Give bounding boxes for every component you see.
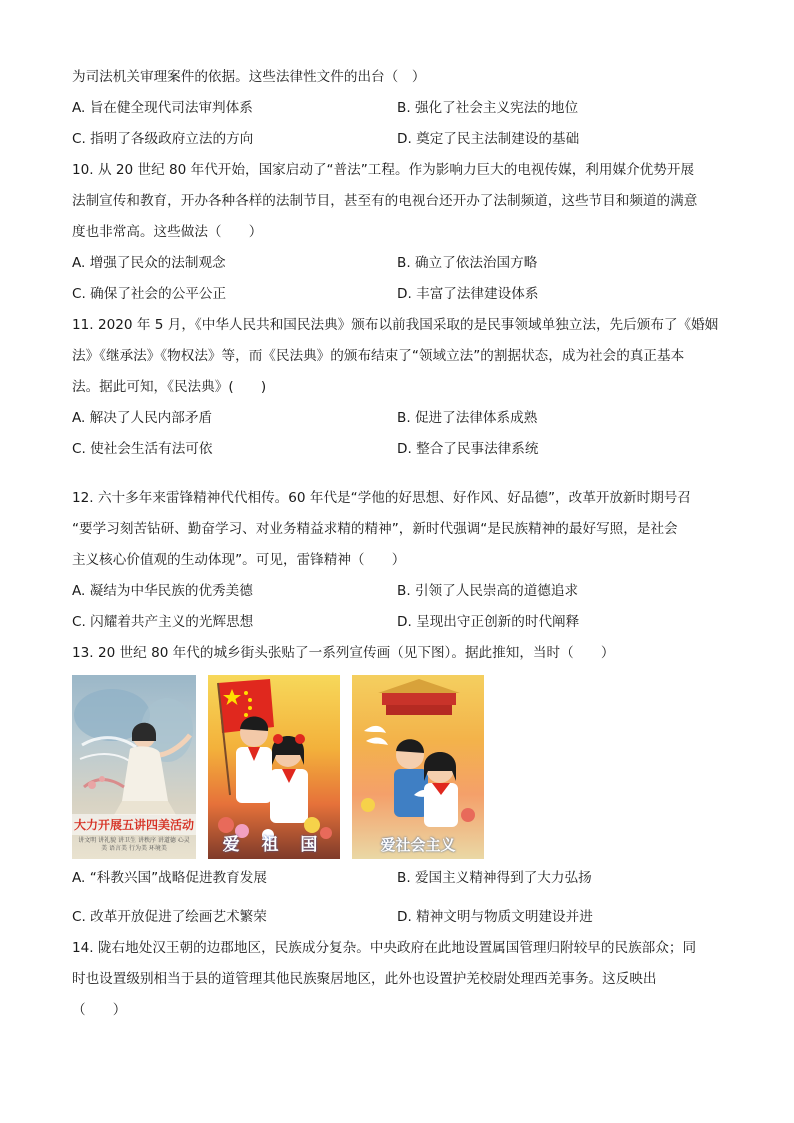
q10-option-c[interactable]: C. 确保了社会的公平公正 [72, 286, 227, 302]
q12-stem-line-2: “要学习刻苦钻研、勤奋学习、对业务精益求精的精神”，新时代强调“是民族精神的最好写照，是社会 [72, 521, 678, 537]
q9-option-b[interactable]: B. 强化了社会主义宪法的地位 [397, 100, 579, 116]
q13-option-c[interactable]: C. 改革开放促进了绘画艺术繁荣 [72, 909, 267, 925]
q10-option-b[interactable]: B. 确立了依法治国方略 [397, 255, 538, 271]
q11-option-a[interactable]: A. 解决了人民内部矛盾 [72, 410, 213, 426]
q9-options-ab [72, 93, 722, 124]
q11-options-cd [72, 434, 722, 465]
q10-stem-line-3: 度也非常高。这些做法（ ） [72, 224, 263, 240]
q13-poster-row [72, 675, 722, 859]
q11-stem-line-3: 法。据此可知，《民法典》( ) [72, 379, 267, 395]
q10-options-ab [72, 248, 722, 279]
q9-option-d[interactable]: D. 奠定了民主法制建设的基础 [397, 131, 580, 147]
q12-stem-line-1: 12. 六十多年来雷锋精神代代相传。60 年代是“学他的好思想、好作风、好品德”，改革开放新时期号召 [72, 490, 691, 506]
q11-options-ab [72, 403, 722, 434]
q13-option-d[interactable]: D. 精神文明与物质文明建设并进 [397, 909, 593, 925]
q13-stem: 13. 20 世纪 80 年代的城乡街头张贴了一系列宣传画（见下图）。据此推知，当时（ ） [72, 645, 615, 661]
exam-page [72, 62, 722, 1026]
poster-love-motherland-caption: 爱 祖 国 [222, 835, 326, 855]
q13-option-b[interactable]: B. 爱国主义精神得到了大力弘扬 [397, 870, 592, 886]
q12-option-b[interactable]: B. 引领了人民崇高的道德追求 [397, 583, 579, 599]
poster-love-socialism [352, 675, 484, 859]
q9-option-c[interactable]: C. 指明了各级政府立法的方向 [72, 131, 254, 147]
q14-stem-line-1: 14. 陇右地处汉王朝的边郡地区，民族成分复杂。中央政府在此地设置属国管理归附较早的民族部众；同 [72, 940, 697, 956]
q9-tail: 为司法机关审理案件的依据。这些法律性文件的出台（ ） [72, 69, 426, 85]
q14-stem-line-2: 时也设置级别相当于县的道管理其他民族聚居地区，此外也设置护羌校尉处理西羌事务。这反映出 [72, 971, 657, 987]
q12-stem-line-3: 主义核心价值观的生动体现”。可见，雷锋精神（ ） [72, 552, 406, 568]
poster-love-motherland [208, 675, 340, 859]
q12-options-ab [72, 576, 722, 607]
q9-option-a[interactable]: A. 旨在健全现代司法审判体系 [72, 100, 253, 116]
poster-five-stresses-caption: 大力开展五讲四美活动 [72, 814, 196, 835]
spacer [72, 894, 722, 902]
q13-options-ab [72, 863, 722, 894]
q12-options-cd [72, 607, 722, 638]
q12-option-c[interactable]: C. 闪耀着共产主义的光辉思想 [72, 614, 254, 630]
poster-love-socialism-art [352, 675, 484, 859]
q9-options-cd [72, 124, 722, 155]
q13-options-cd [72, 902, 722, 933]
poster-five-stresses-subcaption: 讲文明 讲礼貌 讲卫生 讲秩序 讲道德 心灵美 语言美 行为美 环境美 [78, 837, 190, 852]
q12-option-a[interactable]: A. 凝结为中华民族的优秀美德 [72, 583, 253, 599]
q13-option-a[interactable]: A. “科教兴国”战略促进教育发展 [72, 870, 267, 886]
q11-option-c[interactable]: C. 使社会生活有法可依 [72, 441, 213, 457]
q11-stem-line-1: 11. 2020 年 5 月，《中华人民共和国民法典》颁布以前我国采取的是民事领域单独立法，先后颁布了《婚姻 [72, 317, 719, 333]
q10-stem-line-1: 10. 从 20 世纪 80 年代开始，国家启动了“普法”工程。作为影响力巨大的电视传媒，利用媒介优势开展 [72, 162, 695, 178]
q10-option-a[interactable]: A. 增强了民众的法制观念 [72, 255, 226, 271]
poster-five-stresses [72, 675, 196, 859]
q10-option-d[interactable]: D. 丰富了法律建设体系 [397, 286, 539, 302]
q11-option-b[interactable]: B. 促进了法律体系成熟 [397, 410, 538, 426]
spacer [72, 465, 722, 483]
poster-love-socialism-caption: 爱社会主义 [380, 836, 456, 854]
q10-options-cd [72, 279, 722, 310]
q10-stem-line-2: 法制宣传和教育，开办各种各样的法制节目，甚至有的电视台还开办了法制频道，这些节目和频道的满意 [72, 193, 698, 209]
q14-stem-line-3: （ ） [72, 1002, 127, 1018]
q11-stem-line-2: 法》《继承法》《物权法》等，而《民法典》的颁布结束了“领域立法”的割据状态，成为社会的真正基本 [72, 348, 685, 364]
q11-option-d[interactable]: D. 整合了民事法律系统 [397, 441, 539, 457]
q12-option-d[interactable]: D. 呈现出守正创新的时代阐释 [397, 614, 580, 630]
